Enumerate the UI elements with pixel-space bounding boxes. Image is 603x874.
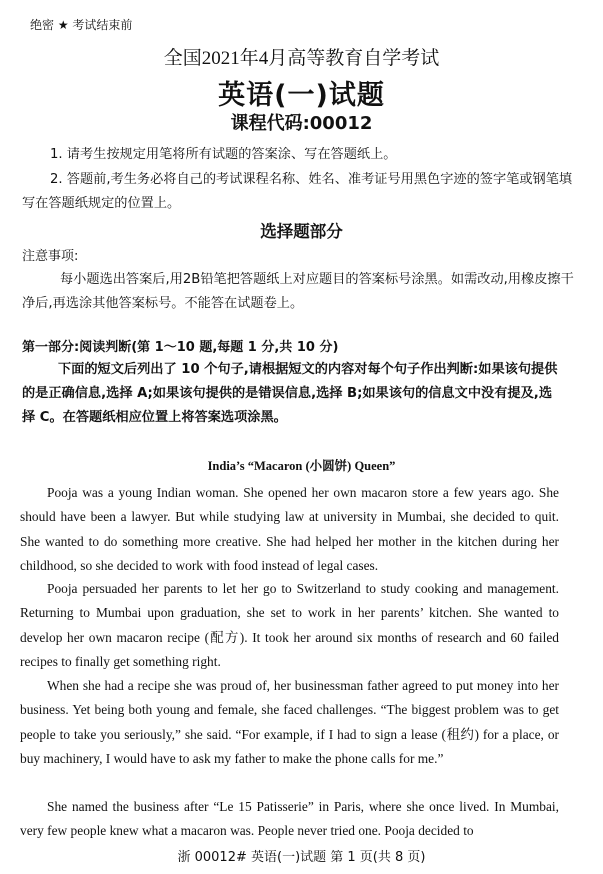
article-paragraph: Pooja persuaded her parents to let her go to Switzerland to study cooking and management. Returning to Mumbai upon graduation, she set to work in her parents’ kitchen. She wanted to develop her own macaron recipe (配方). It took her around six months of research and 60 failed recipes to finally get something right. [20,581,559,669]
notice-label: 注意事项: [22,249,79,264]
notice-text: 每小题选出答案后,用2B铅笔把答题纸上对应题目的答案标号涂黑。如需改动,用橡皮擦干净后,再选涂其他答案标号。不能答在试题卷上。 [22,272,574,311]
instruction-2: 2. 答题前,考生务必将自己的考试课程名称、姓名、准考证号用黑色字迹的签字笔或钢笔填写在答题纸规定的位置上。 [22,172,573,211]
article-paragraph: When she had a recipe she was proud of, her businessman father agreed to put money into her business. Yet being both young and female, she faced challenges. “The biggest problem was to get people to take you seriously,” she said. “For example, if I had to sign a lease (租约) for a place, or buy machinery, I would have to ask my father to make the phone calls for me.” [20,678,559,766]
course-code: 课程代码:00012 [230,113,373,134]
page-footer: 浙 00012# 英语(一)试题 第 1 页(共 8 页) [177,850,426,865]
section-title: 选择题部分 [260,222,343,241]
exam-title: 全国2021年4月高等教育自学考试 [163,48,440,69]
article-paragraph: She named the business after “Le 15 Patisserie” in Paris, where she once lived. In Mumbai, very few people knew what a macaron was. People never tried one. Pooja decided to [20,799,559,839]
article-paragraph: Pooja was a young Indian woman. She opened her own macaron store a few years ago. She should have been a lawyer. But while studying law at university in Mumbai, she decided to quit. She wanted to do something more creative. She had helped her mother in the kitchen during her childhood, so she decided to work with food instead of legal cases. [20,485,559,573]
article-title: India’s “Macaron (小圆饼) Queen” [207,459,396,473]
confidential-label: 绝密 ★ 考试结束前 [30,18,133,32]
part-one-directions: 下面的短文后列出了 10 个句子,请根据短文的内容对每个句子作出判断:如果该句提供的是正确信息,选择 A;如果该句提供的是错误信息,选择 B;如果该句的信息文中没有提及,选择 C。在答题纸相应位置上将答案选项涂黑。 [22,362,558,425]
part-one-heading: 第一部分:阅读判断(第 1～10 题,每题 1 分,共 10 分) [22,340,339,355]
instruction-1: 1. 请考生按规定用笔将所有试题的答案涂、写在答题纸上。 [50,147,397,162]
subject-title: 英语(一)试题 [218,80,385,111]
